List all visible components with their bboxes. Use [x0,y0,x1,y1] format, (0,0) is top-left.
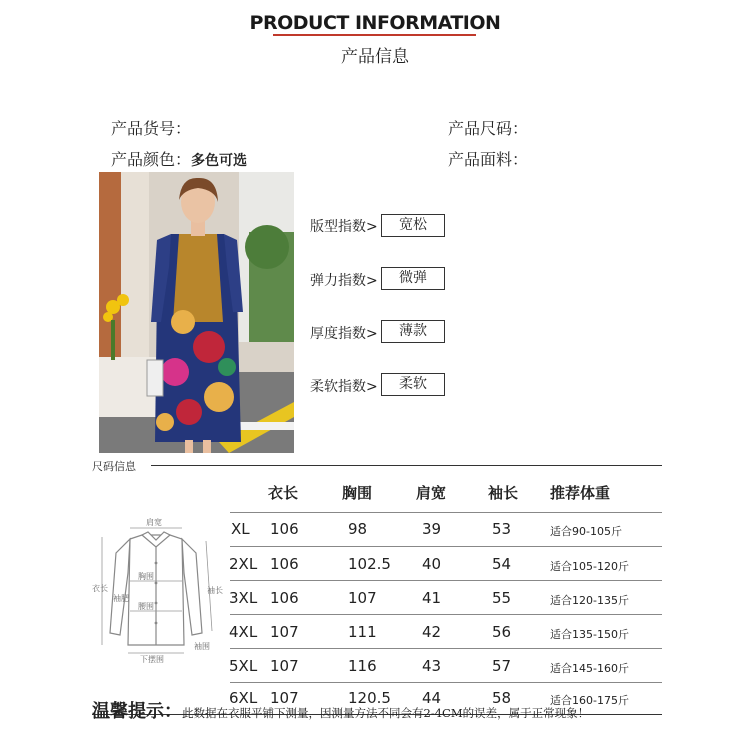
item-no-label: 产品货号： [111,119,192,138]
shoulder-cell: 43 [422,657,442,675]
diagram-chest-label: 胸围 [138,572,154,581]
fit-index-label: 版型指数> [310,219,378,235]
size-cell: 4XL [229,623,258,641]
size-cell: 5XL [229,657,258,675]
diagram-sleeve-width-label: 袖肥 [113,594,129,603]
diagram-shoulder-label: 肩宽 [146,518,162,527]
thickness-index-value: 薄款 [381,320,445,343]
product-photo [99,172,294,453]
measurement-diagram [92,513,226,663]
shoulder-cell: 40 [422,555,442,573]
page-subtitle: 产品信息 [341,47,409,67]
sleeve-cell: 57 [492,657,512,675]
length-cell: 107 [270,623,299,641]
shoulder-cell: 42 [422,623,442,641]
color-label: 产品颜色： [111,150,192,169]
chest-cell: 111 [348,623,377,641]
size-cell: 6XL [229,689,258,707]
size-cell: 2XL [229,555,258,573]
size-cell: XL [231,520,250,538]
diagram-cuff-label: 袖围 [194,642,210,651]
weight-cell: 适合90-105斤 [550,525,622,538]
length-cell: 107 [270,689,299,707]
row-divider [230,580,662,581]
chest-cell: 102.5 [348,555,391,573]
chest-cell: 107 [348,589,377,607]
length-cell: 107 [270,657,299,675]
notice-text: 此数据在衣服平铺下测量，因测量方法不同会有2-4CM的误差，属于正常现象！ [182,706,590,720]
notice [92,697,589,723]
header-length: 衣长 [268,484,299,502]
size-info-divider [151,465,662,466]
softness-index-value: 柔软 [381,373,445,396]
thickness-index-label: 厚度指数> [310,326,378,342]
header-chest: 胸围 [342,484,373,502]
diagram-waist-label: 腰围 [138,602,154,611]
weight-cell: 适合105-120斤 [550,560,629,573]
diagram-hem-label: 下摆围 [140,655,164,663]
elasticity-index-value: 微弹 [381,267,445,290]
size-info-title: 尺码信息 [92,460,136,473]
shoulder-cell: 44 [422,689,442,707]
elasticity-index-label: 弹力指数> [310,273,378,289]
row-divider [230,546,662,547]
diagram-length-label: 衣长 [92,584,108,593]
header-sleeve: 袖长 [488,484,519,502]
weight-cell: 适合145-160斤 [550,662,629,675]
row-divider [230,614,662,615]
row-divider [230,682,662,683]
shoulder-cell: 39 [422,520,442,538]
size-label: 产品尺码： [448,119,529,138]
chest-cell: 120.5 [348,689,391,707]
length-cell: 106 [270,555,299,573]
header-weight: 推荐体重 [550,484,611,502]
fit-index-value: 宽松 [381,214,445,237]
chest-cell: 116 [348,657,377,675]
row-divider [230,512,662,513]
header-shoulder: 肩宽 [416,484,447,502]
sleeve-cell: 53 [492,520,512,538]
title-underline [273,34,476,36]
weight-cell: 适合160-175斤 [550,694,629,707]
chest-cell: 98 [348,520,368,538]
diagram-sleeve-label: 袖长 [207,586,223,595]
weight-cell: 适合135-150斤 [550,628,629,641]
sleeve-cell: 55 [492,589,512,607]
page-title: PRODUCT INFORMATION [249,12,501,34]
sleeve-cell: 54 [492,555,512,573]
sleeve-cell: 56 [492,623,512,641]
sleeve-cell: 58 [492,689,512,707]
fabric-label: 产品面料： [448,150,529,169]
weight-cell: 适合120-135斤 [550,594,629,607]
length-cell: 106 [270,520,299,538]
color-field [111,147,247,170]
notice-title: 温馨提示： [92,701,182,722]
softness-index-label: 柔软指数> [310,379,378,395]
shoulder-cell: 41 [422,589,442,607]
length-cell: 106 [270,589,299,607]
size-cell: 3XL [229,589,258,607]
color-value: 多色可选 [191,153,248,169]
row-divider [230,648,662,649]
